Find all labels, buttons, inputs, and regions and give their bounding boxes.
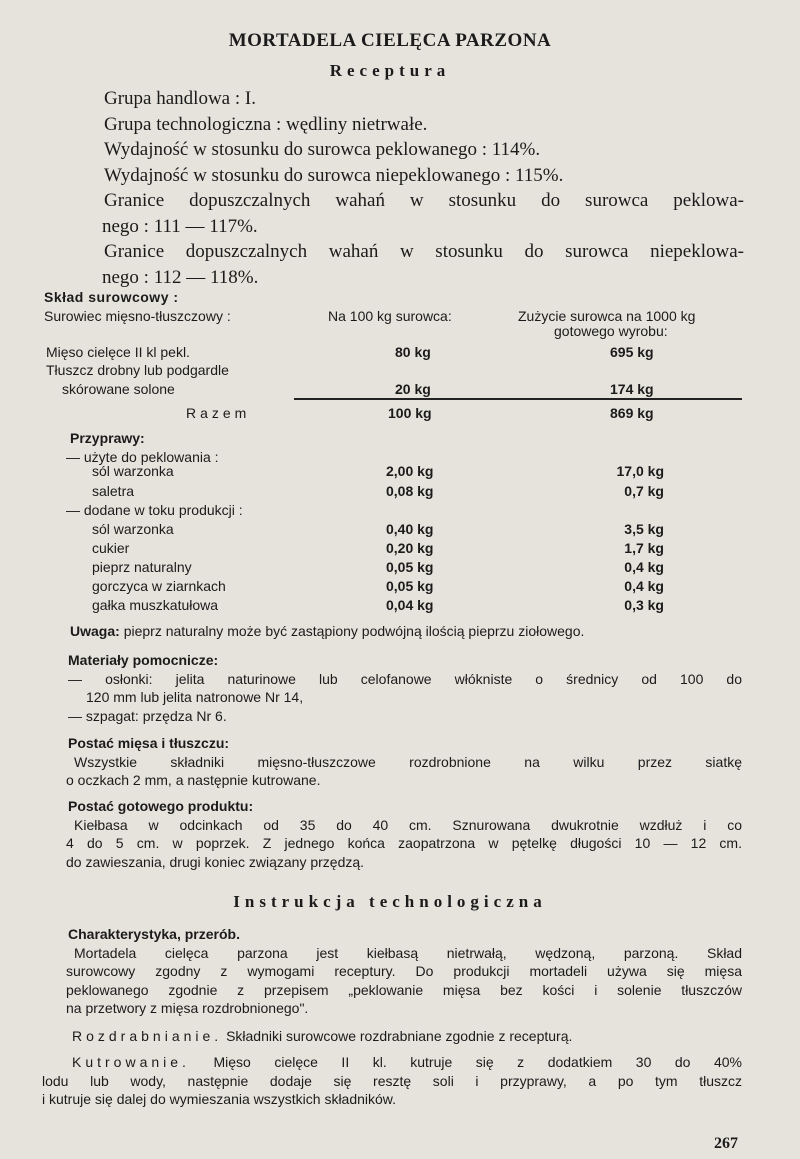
intro-line: Granice dopuszczalnych wahań w stosunku do surowca niepeklowa- [104,241,744,262]
paragraph-line: — osłonki: jelita naturinowe lub celofanowe włókniste o średnicy od 100 do [68,670,742,687]
intro-line: Granice dopuszczalnych wahań w stosunku do surowca peklowa- [104,190,744,211]
paragraph-line: surowcowy zgodny z wymogami receptury. Do produkcji mortadeli używa się mięsa [66,963,742,979]
spice-value: 1,7 kg [624,540,664,556]
paragraph-line: lodu lub wody, następnie dodaje się resztę soli i przyprawy, a po tym tłuszcz [42,1072,742,1089]
paragraph-line [68,1053,742,1072]
composition-col1-header: Surowiec mięsno-tłuszczowy : [44,308,231,324]
intro-line: Grupa handlowa : I. [104,88,256,109]
page-title: MORTADELA CIELĘCA PARZONA [228,30,552,51]
intro-line: nego : 111 — 117%. [102,215,258,237]
note-label: Uwaga: [70,623,120,639]
spice-value: 0,08 kg [386,483,434,499]
paragraph-line: 120 mm lub jelita natronowe Nr 14, [86,689,304,705]
spice-name: sól warzonka [92,463,174,479]
page-number: 267 [714,1135,738,1152]
composition-col3-header-line2: gotowego wyrobu: [554,323,668,339]
meat-form-section [68,734,742,790]
instruction-heading: Instrukcja technologiczna [233,892,547,911]
cutting-section [42,1053,743,1109]
grinding-text: Składniki surowcowe rozdrabniane zgodnie z recepturą. [226,1028,573,1044]
spices-group-label: — dodane w toku produkcji : [66,502,243,518]
table-divider [294,398,742,400]
spice-name: gałka muszkatułowa [92,597,219,613]
spice-value: 0,04 kg [386,597,434,613]
spice-name: sól warzonka [92,521,174,537]
spice-value: 0,20 kg [386,540,434,556]
composition-total-value: 100 kg [388,405,432,421]
spices-heading: Przyprawy: [70,430,145,446]
composition-row-name: Tłuszcz drobny lub podgardle [46,362,229,378]
spice-value: 17,0 kg [616,463,664,479]
characteristics-section [68,925,742,1018]
spice-value: 3,5 kg [624,521,664,537]
section-heading: Postać mięsa i tłuszczu: [68,735,230,751]
grinding-label: Rozdrabnianie. [72,1028,223,1044]
recipe-subtitle: Receptura [329,61,451,80]
composition-row-value: 80 kg [395,344,431,360]
intro-line: Wydajność w stosunku do surowca peklowanego : 114%. [104,139,541,160]
note-text: pieprz naturalny może być zastąpiony podwójną ilością pieprzu ziołowego. [123,623,585,639]
composition-total-value: 869 kg [610,405,654,421]
composition-row-value: 20 kg [395,381,431,397]
spice-value: 0,4 kg [624,559,664,575]
composition-col2-header: Na 100 kg surowca: [328,308,452,324]
spice-name: cukier [92,540,130,556]
intro-line: Wydajność w stosunku do surowca niepeklowanego : 115%. [104,164,564,186]
note [70,623,584,639]
recipe-intro [104,86,744,290]
composition-row-value: 174 kg [610,381,654,397]
spice-name: saletra [92,483,135,499]
spice-value: 0,05 kg [386,578,434,594]
composition-col3-header: Zużycie surowca na 1000 kg [518,308,696,324]
paragraph-line: do zawieszania, drugi koniec związany przędzą. [66,853,365,870]
paragraph-line: Wszystkie składniki mięsno-tłuszczowe rozdrobnione na wilku przez siatkę [74,753,742,770]
spice-value: 0,7 kg [624,483,664,499]
paragraph-line: na przetwory z mięsa rozdrobnionego". [66,1000,309,1016]
paragraph-line: peklowanego zgodnie z przepisem „peklowanie mięsa bez kości i solenie tłuszczów [66,981,742,998]
spice-name: gorczyca w ziarnkach [92,578,226,594]
paragraph-line: i kutruje się dalej do wymieszania wszystkich składników. [42,1091,397,1107]
paragraph-line: Mortadela cielęca parzona jest kiełbasą nietrwałą, wędzoną, parzoną. Skład [74,944,742,961]
composition-heading: Skład surowcowy : [44,289,179,305]
spice-value: 2,00 kg [386,463,434,479]
product-form-section [68,797,742,871]
paragraph-line: o oczkach 2 mm, a następnie kutrowane. [66,772,321,788]
cutting-label: Kutrowanie. [72,1054,190,1070]
spices-group-label: — użyte do peklowania : [66,449,219,465]
paragraph-line: Kiełbasa w odcinkach od 35 do 40 cm. Sznurowana dwukrotnie wzdłuż i co [74,816,742,833]
composition-row-value: 695 kg [610,344,654,360]
grinding-paragraph [72,1028,572,1044]
spice-name: pieprz naturalny [92,559,192,575]
composition-total-label: Razem [186,405,251,421]
spice-value: 0,40 kg [386,521,434,537]
composition-row-name: skórowane solone [62,381,175,397]
cutting-text: Mięso cielęce II kl. kutruje się z dodatkiem 30 do 40% [213,1054,743,1070]
paragraph-line: — szpagat: przędza Nr 6. [68,707,227,724]
section-heading: Charakterystyka, przerób. [68,926,240,942]
section-heading: Materiały pomocnicze: [68,652,219,668]
intro-line: nego : 112 — 118%. [102,266,259,288]
section-heading: Postać gotowego produktu: [68,798,254,814]
spice-value: 0,4 kg [624,578,664,594]
composition-row-name: Mięso cielęce II kl pekl. [46,344,190,360]
spice-value: 0,3 kg [624,597,664,613]
spice-value: 0,05 kg [386,559,434,575]
auxiliary-materials-section [68,651,742,725]
paragraph-line: 4 do 5 cm. w poprzek. Z jednego końca zaopatrzona w pętelkę długości 10 — 12 cm. [66,835,742,851]
intro-line: Grupa technologiczna : wędliny nietrwałe. [104,113,428,135]
